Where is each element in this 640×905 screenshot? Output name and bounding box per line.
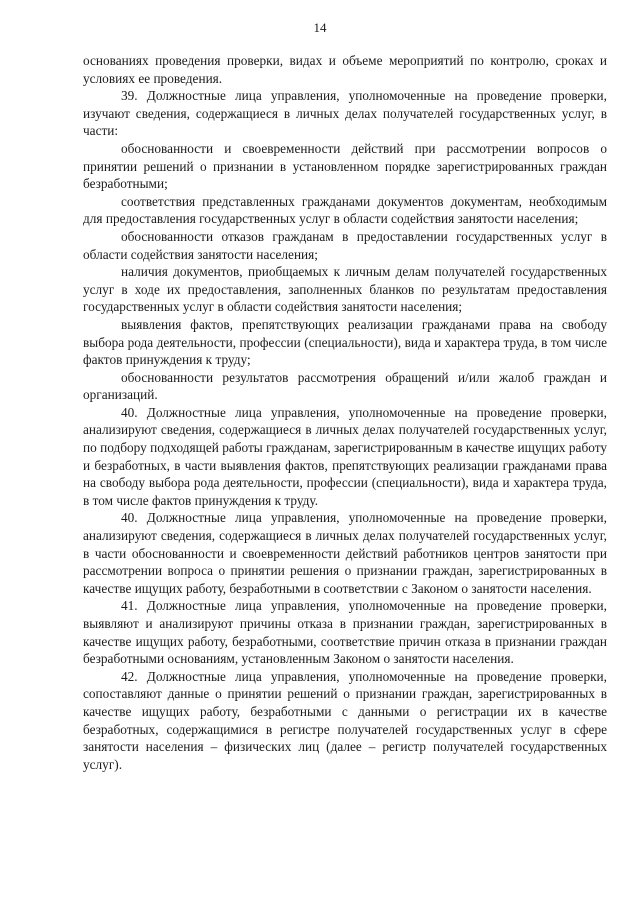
paragraph-41: 41. Должностные лица управления, уполномоченные на проведение проверки, выявляют и анализируют причины отказа в признании граждан, зарегистрированных в качестве ищущих работу, безработными, соответствие причин отказа в признании граждан безработными основаниям, установленным Законом о занятости населения. — [83, 598, 607, 667]
paragraph-list-item: соответствия представленных гражданами документов документам, необходимым для предоставления государственных услуг в области содействия занятости населения; — [83, 193, 607, 227]
paragraph-39: 39. Должностные лица управления, уполномоченные на проведение проверки, изучают сведения, содержащиеся в личных делах получателей государственных услуг, в части: — [83, 88, 607, 139]
paragraph-list-item: обоснованности результатов рассмотрения обращений и/или жалоб граждан и организаций. — [83, 369, 607, 403]
paragraph-list-item: выявления фактов, препятствующих реализации гражданами права на свободу выбора рода деятельности, профессии (специальности), вида и характера труда, в том числе фактов принуждения к труду; — [83, 316, 607, 368]
paragraph-list-item: наличия документов, приобщаемых к личным делам получателей государственных услуг в ходе их предоставления, заполненных бланков по результатам предоставления государственных услуг в области содействия занятости населения; — [83, 264, 607, 315]
paragraph-40-first: 40. Должностные лица управления, уполномоченные на проведение проверки, анализируют сведения, содержащиеся в личных делах получателей государственных услуг, по подбору подходящей работы гражданам, зарегистрированным в качестве ищущих работу и безработных, в части выявления фактов, препятствующих реализации гражданами права на свободу выбора рода деятельности, профессии (специальности), вида и характера труда, в том числе фактов принуждения к труду. — [83, 404, 607, 508]
paragraph-40-second: 40. Должностные лица управления, уполномоченные на проведение проверки, анализируют сведения, содержащиеся в личных делах получателей государственных услуг, в части обоснованности и своевременности действий работников центров занятости при рассмотрении вопроса о принятии решения о признании граждан, зарегистрированных в качестве ищущих работу, безработными в соответствии с Законом о занятости населения. — [83, 510, 607, 596]
paragraph-continuation: основаниях проведения проверки, видах и объеме мероприятий по контролю, сроках и условиях ее проведения. — [83, 53, 607, 86]
document-body — [83, 52, 607, 773]
page-number: 14 — [313, 20, 327, 35]
paragraph-list-item: обоснованности отказов гражданам в предоставлении государственных услуг в области содействия занятости населения; — [83, 228, 607, 262]
paragraph-list-item: обоснованности и своевременности действий при рассмотрении вопросов о принятии решений о признании в установленном порядке зарегистрированных граждан безработными; — [83, 140, 607, 192]
paragraph-42: 42. Должностные лица управления, уполномоченные на проведение проверки, сопоставляют данные о принятии решений о признании граждан, зарегистрированных в качестве ищущих работу, безработными с данными о регистрации их в качестве безработных, содержащимися в регистре получателей государственных услуг в сфере занятости населения – физических лиц (далее – регистр получателей государственных услуг). — [83, 668, 607, 772]
